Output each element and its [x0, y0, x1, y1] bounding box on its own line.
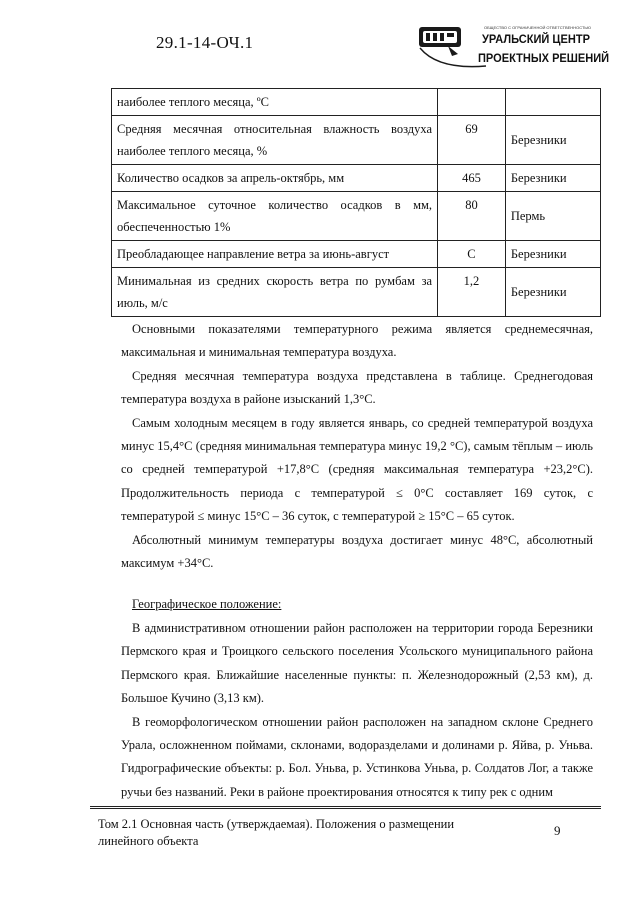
value-cell: С — [438, 241, 506, 268]
table-row — [112, 165, 601, 192]
param-cell: Преобладающее направление ветра за июнь-август — [112, 241, 438, 268]
table-row — [112, 268, 601, 317]
paragraph: Самым холодным месяцем в году является январь, со средней температурой воздуха минус 15,4°С (средняя минимальная температура минус 19,2 °С), самым тёплым – июль со средней температурой +17,8°С (средняя максимальная температура +23,2°С). Продолжительность периода с температурой ≤ 0°С составляет 169 суток, с температурой ≤ минус 15°С – 36 суток, с температурой ≥ 15°С – 65 суток. — [121, 415, 593, 524]
climate-table — [111, 88, 601, 317]
paragraph: Средняя месячная температура воздуха представлена в таблице. Среднегодовая температура воздуха в районе изысканий 1,3°С. — [121, 368, 593, 407]
paragraph: Абсолютный минимум температуры воздуха достигает минус 48°С, абсолютный максимум +34°С. — [121, 532, 593, 571]
station-cell: Пермь — [505, 192, 600, 241]
value-cell: 465 — [438, 165, 506, 192]
footer-volume-title: Том 2.1 Основная часть (утверждаемая). Положения о размещении линейного объекта — [98, 817, 455, 848]
section-heading: Географическое положение: — [132, 597, 282, 612]
param-cell: Количество осадков за апрель-октябрь, мм — [112, 165, 438, 192]
table-row — [112, 116, 601, 165]
value-cell: 69 — [438, 116, 506, 165]
station-cell: Березники — [505, 268, 600, 317]
value-cell — [438, 89, 506, 116]
param-cell: Максимальное суточное количество осадков в мм, обеспеченностью 1% — [112, 192, 438, 241]
param-cell: Средняя месячная относительная влажность воздуха наиболее теплого месяца, % — [112, 116, 438, 165]
station-cell: Березники — [505, 241, 600, 268]
footer-divider — [90, 806, 601, 812]
document-code: 29.1-14-ОЧ.1 — [156, 33, 254, 52]
value-cell: 80 — [438, 192, 506, 241]
paragraph: В административном отношении район расположен на территории города Березники Пермского края и Троицкого сельского поселения Усольского муниципального района Пермского края. Ближайшие населенные пункты: п. Железнодорожный (2,53 км), д. Большое Кучино (3,13 км). — [121, 620, 593, 706]
table-row — [112, 192, 601, 241]
logo-line-1: УРАЛЬСКИЙ ЦЕНТР — [482, 32, 590, 46]
logo-company-form: ОБЩЕСТВО С ОГРАНИЧЕННОЙ ОТВЕТСТВЕННОСТЬЮ — [484, 25, 592, 30]
param-cell: Минимальная из средних скорость ветра по румбам за июль, м/с — [112, 268, 438, 317]
company-logo — [418, 24, 610, 76]
param-cell: наиболее теплого месяца, ºС — [112, 89, 438, 116]
value-cell: 1,2 — [438, 268, 506, 317]
station-cell — [505, 89, 600, 116]
page-number: 9 — [554, 823, 561, 838]
logo-line-2: ПРОЕКТНЫХ РЕШЕНИЙ — [478, 51, 610, 65]
table-row — [112, 241, 601, 268]
paragraph: В геоморфологическом отношении район расположен на западном склоне Среднего Урала, осложненном поймами, склонами, водоразделами и долинами р. Яйва, р. Уньва. Гидрографические объекты: р. Бол. Уньва, р. Устинкова Уньва, р. Солдатов Лог, а также ручьи без названий. Реки в районе проектирования относятся к типу рек с одним — [121, 714, 593, 799]
body-text — [121, 318, 593, 804]
paragraph: Основными показателями температурного режима является среднемесячная, максимальная и минимальная температура воздуха. — [121, 322, 593, 360]
station-cell: Березники — [505, 116, 600, 165]
table-row — [112, 89, 601, 116]
station-cell: Березники — [505, 165, 600, 192]
